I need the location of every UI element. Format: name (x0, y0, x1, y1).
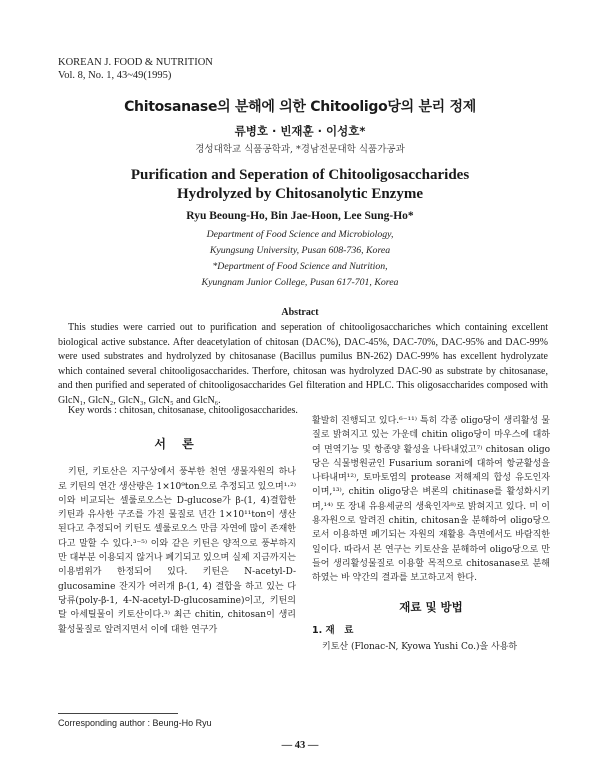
korean-affiliation: 경성대학교 식품공학과, *경남전문대학 식품가공과 (195, 144, 405, 155)
affiliation-line: Kyungsung University, Pusan 608-736, Korea (209, 245, 391, 256)
keywords: Key words : chitosan, chitosanase, chitooligosaccharides. (68, 405, 298, 416)
materials-paragraph: 키토산 (Flonac-N, Kyowa Yushi Co.)을 사용하 (322, 642, 518, 653)
english-affiliation (0, 227, 600, 291)
left-column (58, 437, 296, 637)
english-title-line-2: Hydrolyzed by Chitosanolytic Enzyme (177, 186, 423, 202)
english-authors: Ryu Beoung-Ho, Bin Jae-Hoon, Lee Sung-Ho* (186, 210, 414, 222)
journal-header (58, 56, 213, 82)
affiliation-line: Kyungnam Junior College, Pusan 617-701, Korea (201, 277, 399, 288)
journal-name: KOREAN J. FOOD & NUTRITION (58, 57, 213, 68)
methods-heading: 재료 및 방법 (399, 599, 463, 614)
materials-subheading: 1. 재 료 (312, 624, 354, 636)
footnote-rule (58, 713, 178, 714)
introduction-paragraph: 키틴, 키토산은 지구상에서 풍부한 천연 생물자원의 하나로 키틴의 연간 생산량은 1×10⁹ton으로 추정되고 있으며¹·²⁾ 이와 비교되는 셀룰로오스는 D-glucose가 β-(1, 4)결합한 키틴과 유사한 구조를 가진 물질로 년간 1×10¹¹ton이 생산된다고 추정되어 키틴도 셀룰로오스 만큼 자연에 많이 존재한다고 말할 수 있다.³⁻⁵⁾ 이와 같은 키틴은 양적으로 풍부하지만 대부분 이용되지 않거나 폐기되고 있으며 실제 지금까지는 이용범위가 한정되어 있다. 키틴은 N-acetyl-D-glucosamine 잔지가 여러개 β-(1, 4) 결합을 하고 있는 다당류(poly-β-1, 4-N-acetyl-D-glucosamine)이고, 키틴의 탈 아세틸물이 키토산이다.³⁾ 최근 chitin, chitosan이 생리활성물질로 알려지면서 이에 대한 연구가 (58, 467, 296, 635)
english-title-line-1: Purification and Seperation of Chitooligosaccharides (130, 167, 470, 183)
introduction-heading: 서 론 (154, 437, 200, 451)
english-title (0, 166, 600, 204)
korean-title: Chitosanase의 분해에 의한 Chitooligo당의 분리 정제 (124, 99, 476, 115)
affiliation-line: Department of Food Science and Microbiology, (206, 229, 394, 240)
right-column (312, 414, 550, 654)
affiliation-line: *Department of Food Science and Nutrition, (212, 261, 388, 272)
abstract-heading: Abstract (281, 307, 319, 318)
introduction-paragraph-continued: 활발히 진행되고 있다.⁶⁻¹¹⁾ 특히 각종 oligo당이 생리활성 물질로 밝혀지고 있는 가운데 chitin oligo당이 마우스에 대하여 면역기능 및 항종양 활성을 나타내었고⁷⁾ chitosan oligo당은 식물병원균인 Fusarium sorani에 대하여 항균활성을 나타내며¹²⁾, 토마토엽의 protease 저해제의 합성 유도인자이며,¹³⁾, chitin oligo당은 벼론의 chitinase를 활성화시키며,¹⁴⁾ 또 장내 유용세균의 생육인자⁸⁾로 밝혀지고 있다. 미 이용자원으로 알려진 chitin, chitosan을 분해하여 oligo당으로서 이용하면 폐기되는 자원의 재활용 측면에서도 바람직한 일이다. 따라서 본 연구는 키토산을 분해하여 oligo당으로 만들어 생리활성물질로 이용할 목적으로 chitosanase로 분해하였는 바 약간의 결과를 보고하고저 한다. (312, 416, 550, 584)
abstract (58, 321, 548, 409)
abstract-text: This studies were carried out to purification and seperation of chitooligosacchariches which containing excellent biological active substance. After deacetylation of chitosan (DAC%), DAC-45%, DAC-70%, DAC-95% and DAC-99% were used substrates and hydrolyzed by chitosanase (Bacillus pumilus BN-262) DAC-99% has excellent hydrolyzate which contained several chitooligosaccharides. Therfore, chitosan was hydrolyzed DAC-90 as substrate by chitosanase, and then purified and seperated of chitooligosaccharides Gel filteration and HPLC. This oligosaccharides composed with GlcN₁, GlcN₂, GlcN₃, GlcN₅ and GlcN₆. (58, 322, 548, 406)
journal-volume: Vol. 8, No. 1, 43~49(1995) (58, 70, 172, 81)
corresponding-author-footnote: Corresponding author : Beung-Ho Ryu (58, 718, 212, 728)
korean-authors: 류병호 · 빈재훈 · 이성호* (234, 124, 366, 138)
page-number: — 43 — (281, 740, 319, 751)
